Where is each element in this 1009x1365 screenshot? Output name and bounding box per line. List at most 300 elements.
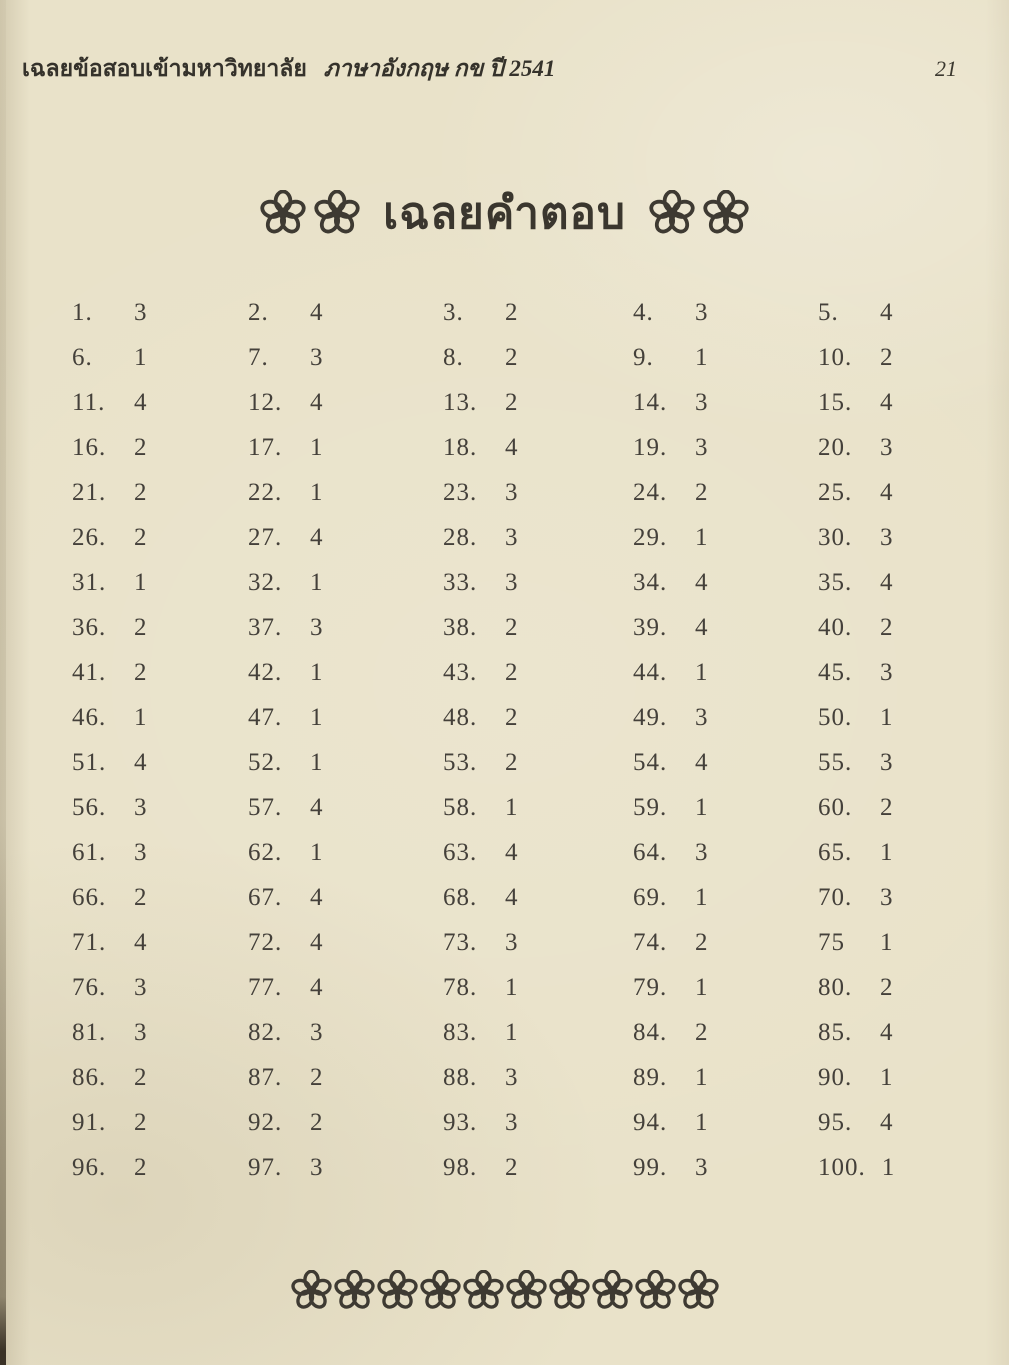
answer-value: 1 xyxy=(310,568,323,596)
answer-value: 4 xyxy=(880,388,893,416)
answer-cell xyxy=(633,965,818,1010)
question-number: 82. xyxy=(248,1018,283,1046)
answer-cell xyxy=(633,920,818,965)
answer-value: 1 xyxy=(695,343,708,371)
answer-cell xyxy=(443,740,633,785)
answer-value: 2 xyxy=(310,1063,323,1091)
answer-value: 3 xyxy=(505,478,518,506)
answer-value: 1 xyxy=(695,523,708,551)
title-flowers-right xyxy=(649,190,749,236)
answer-cell xyxy=(248,380,443,425)
question-number: 88. xyxy=(443,1063,478,1091)
answer-cell xyxy=(72,335,248,380)
question-number: 23. xyxy=(443,478,478,506)
answer-cell xyxy=(72,740,248,785)
answer-value: 2 xyxy=(134,613,147,641)
answer-value: 3 xyxy=(134,973,147,1001)
question-number: 77. xyxy=(248,973,283,1001)
question-number: 99. xyxy=(633,1153,668,1181)
answer-cell xyxy=(818,1100,1009,1145)
answer-value: 2 xyxy=(695,1018,708,1046)
answer-value: 1 xyxy=(310,838,323,866)
answer-cell xyxy=(818,1010,1009,1055)
question-number: 65. xyxy=(818,838,853,866)
answer-cell xyxy=(72,695,248,740)
answer-value: 1 xyxy=(695,973,708,1001)
answer-cell xyxy=(818,560,1009,605)
answer-value: 4 xyxy=(695,568,708,596)
answer-cell xyxy=(248,1100,443,1145)
flower-icon xyxy=(703,190,749,236)
question-number: 84. xyxy=(633,1018,668,1046)
question-number: 9. xyxy=(633,343,654,371)
flower-icon xyxy=(678,1270,719,1311)
answer-cell xyxy=(443,515,633,560)
answer-value: 3 xyxy=(310,343,323,371)
question-number: 90. xyxy=(818,1063,853,1091)
answer-value: 1 xyxy=(695,1063,708,1091)
question-number: 83. xyxy=(443,1018,478,1046)
answer-value: 1 xyxy=(310,748,323,776)
answer-cell xyxy=(248,335,443,380)
title-flowers-left xyxy=(260,190,360,236)
answer-value: 3 xyxy=(505,568,518,596)
answer-cell xyxy=(443,785,633,830)
question-number: 64. xyxy=(633,838,668,866)
answer-cell xyxy=(443,830,633,875)
answer-cell xyxy=(818,740,1009,785)
answer-cell xyxy=(248,425,443,470)
answer-cell xyxy=(72,1055,248,1100)
header-title xyxy=(22,54,555,84)
flower-icon xyxy=(291,1270,332,1311)
question-number: 60. xyxy=(818,793,853,821)
answer-cell xyxy=(633,875,818,920)
answer-value: 4 xyxy=(505,433,518,461)
answer-cell xyxy=(248,290,443,335)
answer-cell xyxy=(818,965,1009,1010)
question-number: 67. xyxy=(248,883,283,911)
question-number: 55. xyxy=(818,748,853,776)
answer-cell xyxy=(72,785,248,830)
answer-value: 2 xyxy=(505,1153,518,1181)
answer-value: 4 xyxy=(880,478,893,506)
question-number: 10. xyxy=(818,343,853,371)
page-number: 21 xyxy=(935,56,957,81)
answer-cell xyxy=(633,740,818,785)
question-number: 95. xyxy=(818,1108,853,1136)
answer-value: 4 xyxy=(134,748,147,776)
answer-value: 1 xyxy=(134,703,147,731)
answer-value: 3 xyxy=(310,613,323,641)
answer-cell xyxy=(443,290,633,335)
answer-cell xyxy=(633,1145,818,1190)
answer-cell xyxy=(633,425,818,470)
answer-value: 1 xyxy=(695,658,708,686)
question-number: 4. xyxy=(633,298,654,326)
answer-value: 1 xyxy=(310,658,323,686)
flower-icon xyxy=(420,1270,461,1311)
flower-icon xyxy=(506,1270,547,1311)
answer-cell xyxy=(248,830,443,875)
header-title-bold: เฉลยข้อสอบเข้ามหาวิทยาลัย xyxy=(22,55,307,81)
flower-icon xyxy=(377,1270,418,1311)
question-number: 62. xyxy=(248,838,283,866)
question-number: 80. xyxy=(818,973,853,1001)
question-number: 63. xyxy=(443,838,478,866)
answer-value: 2 xyxy=(880,793,893,821)
answer-cell xyxy=(443,380,633,425)
answer-cell xyxy=(633,290,818,335)
answer-value: 1 xyxy=(134,568,147,596)
question-number: 56. xyxy=(72,793,107,821)
question-number: 32. xyxy=(248,568,283,596)
question-number: 2. xyxy=(248,298,269,326)
question-number: 43. xyxy=(443,658,478,686)
answer-value: 1 xyxy=(695,883,708,911)
answer-cell xyxy=(248,560,443,605)
answer-value: 3 xyxy=(505,1108,518,1136)
answer-value: 2 xyxy=(695,478,708,506)
question-number: 19. xyxy=(633,433,668,461)
flower-icon xyxy=(635,1270,676,1311)
question-number: 53. xyxy=(443,748,478,776)
question-number: 40. xyxy=(818,613,853,641)
question-number: 28. xyxy=(443,523,478,551)
answer-cell xyxy=(248,1145,443,1190)
question-number: 45. xyxy=(818,658,853,686)
question-number: 58. xyxy=(443,793,478,821)
answer-value: 2 xyxy=(310,1108,323,1136)
answer-cell xyxy=(248,740,443,785)
answer-cell xyxy=(443,1055,633,1100)
question-number: 35. xyxy=(818,568,853,596)
answer-cell xyxy=(248,920,443,965)
question-number: 11. xyxy=(72,388,106,416)
question-number: 75 xyxy=(818,928,845,956)
answer-cell xyxy=(443,1145,633,1190)
footer-ornament-row xyxy=(0,1270,1009,1311)
answer-title-row xyxy=(0,178,1009,248)
answer-value: 2 xyxy=(134,523,147,551)
answer-cell xyxy=(633,830,818,875)
answer-cell xyxy=(633,695,818,740)
question-number: 18. xyxy=(443,433,478,461)
answer-value: 2 xyxy=(505,388,518,416)
question-number: 73. xyxy=(443,928,478,956)
answer-cell xyxy=(72,920,248,965)
answer-value: 3 xyxy=(880,433,893,461)
answer-cell xyxy=(818,830,1009,875)
answer-value: 3 xyxy=(695,1153,708,1181)
answer-cell xyxy=(248,965,443,1010)
question-number: 30. xyxy=(818,523,853,551)
answer-cell xyxy=(818,470,1009,515)
question-number: 91. xyxy=(72,1108,107,1136)
answer-cell xyxy=(633,335,818,380)
answer-value: 2 xyxy=(505,748,518,776)
answer-cell xyxy=(443,965,633,1010)
question-number: 13. xyxy=(443,388,478,416)
question-number: 6. xyxy=(72,343,93,371)
answer-value: 2 xyxy=(880,613,893,641)
question-number: 38. xyxy=(443,613,478,641)
answer-value: 3 xyxy=(134,838,147,866)
page-header xyxy=(22,54,983,84)
answer-cell xyxy=(72,290,248,335)
answer-cell xyxy=(72,515,248,560)
question-number: 33. xyxy=(443,568,478,596)
answer-value: 4 xyxy=(134,928,147,956)
question-number: 7. xyxy=(248,343,269,371)
answer-value: 2 xyxy=(505,298,518,326)
question-number: 17. xyxy=(248,433,283,461)
question-number: 47. xyxy=(248,703,283,731)
answer-value: 2 xyxy=(505,613,518,641)
question-number: 12. xyxy=(248,388,283,416)
question-number: 69. xyxy=(633,883,668,911)
answer-value: 3 xyxy=(505,928,518,956)
answer-value: 4 xyxy=(310,298,323,326)
answer-value: 4 xyxy=(310,523,323,551)
answer-value: 2 xyxy=(134,478,147,506)
answer-cell xyxy=(72,965,248,1010)
question-number: 22. xyxy=(248,478,283,506)
question-number: 50. xyxy=(818,703,853,731)
question-number: 72. xyxy=(248,928,283,956)
answer-value: 4 xyxy=(880,1018,893,1046)
answer-cell xyxy=(72,380,248,425)
question-number: 26. xyxy=(72,523,107,551)
answer-value: 4 xyxy=(880,568,893,596)
flower-icon xyxy=(649,190,695,236)
answer-value: 1 xyxy=(505,973,518,1001)
answer-cell xyxy=(443,470,633,515)
answer-value: 1 xyxy=(880,703,893,731)
answer-cell xyxy=(72,1145,248,1190)
answer-value: 3 xyxy=(880,658,893,686)
answer-value: 3 xyxy=(695,298,708,326)
question-number: 66. xyxy=(72,883,107,911)
question-number: 59. xyxy=(633,793,668,821)
answer-cell xyxy=(72,560,248,605)
question-number: 100. xyxy=(818,1153,866,1181)
question-number: 44. xyxy=(633,658,668,686)
answer-value: 3 xyxy=(880,748,893,776)
question-number: 89. xyxy=(633,1063,668,1091)
answer-value: 3 xyxy=(310,1018,323,1046)
flower-icon xyxy=(463,1270,504,1311)
answer-cell xyxy=(443,425,633,470)
question-number: 71. xyxy=(72,928,107,956)
answer-value: 2 xyxy=(880,973,893,1001)
answer-value: 1 xyxy=(880,838,893,866)
answer-cell xyxy=(633,380,818,425)
question-number: 76. xyxy=(72,973,107,1001)
question-number: 41. xyxy=(72,658,107,686)
answer-cell xyxy=(633,515,818,560)
answer-value: 2 xyxy=(134,1108,147,1136)
answer-value: 4 xyxy=(880,1108,893,1136)
answer-value: 3 xyxy=(134,793,147,821)
answer-value: 2 xyxy=(695,928,708,956)
answer-cell xyxy=(443,1100,633,1145)
question-number: 74. xyxy=(633,928,668,956)
answer-cell xyxy=(248,515,443,560)
answer-cell xyxy=(72,1010,248,1055)
question-number: 81. xyxy=(72,1018,107,1046)
answer-value: 4 xyxy=(310,928,323,956)
question-number: 15. xyxy=(818,388,853,416)
question-number: 49. xyxy=(633,703,668,731)
question-number: 46. xyxy=(72,703,107,731)
answer-value: 1 xyxy=(310,433,323,461)
answer-cell xyxy=(818,425,1009,470)
question-number: 48. xyxy=(443,703,478,731)
question-number: 97. xyxy=(248,1153,283,1181)
answer-cell xyxy=(818,605,1009,650)
answer-cell xyxy=(633,470,818,515)
answer-value: 3 xyxy=(505,523,518,551)
question-number: 68. xyxy=(443,883,478,911)
answer-value: 3 xyxy=(695,703,708,731)
answer-value: 1 xyxy=(310,478,323,506)
flower-icon xyxy=(260,190,306,236)
answer-value: 2 xyxy=(505,343,518,371)
question-number: 20. xyxy=(818,433,853,461)
flower-icon xyxy=(592,1270,633,1311)
answer-cell xyxy=(248,605,443,650)
answer-cell xyxy=(72,830,248,875)
answer-value: 1 xyxy=(881,1153,895,1181)
answer-cell xyxy=(248,1010,443,1055)
answer-value: 1 xyxy=(880,1063,893,1091)
answer-value: 2 xyxy=(134,883,147,911)
answer-value: 4 xyxy=(310,973,323,1001)
question-number: 92. xyxy=(248,1108,283,1136)
answer-value: 4 xyxy=(880,298,893,326)
question-number: 96. xyxy=(72,1153,107,1181)
question-number: 8. xyxy=(443,343,464,371)
question-number: 87. xyxy=(248,1063,283,1091)
answer-cell xyxy=(633,1055,818,1100)
question-number: 25. xyxy=(818,478,853,506)
question-number: 21. xyxy=(72,478,107,506)
answer-value: 1 xyxy=(134,343,147,371)
answer-cell xyxy=(818,380,1009,425)
answer-cell xyxy=(443,650,633,695)
question-number: 51. xyxy=(72,748,107,776)
question-number: 36. xyxy=(72,613,107,641)
flower-icon xyxy=(314,190,360,236)
answer-cell xyxy=(818,875,1009,920)
question-number: 61. xyxy=(72,838,107,866)
answer-value: 1 xyxy=(505,793,518,821)
answer-cell xyxy=(248,470,443,515)
answer-value: 3 xyxy=(880,523,893,551)
answer-cell xyxy=(443,875,633,920)
question-number: 93. xyxy=(443,1108,478,1136)
answer-value: 2 xyxy=(134,1153,147,1181)
answer-value: 1 xyxy=(880,928,893,956)
answer-cell xyxy=(72,1100,248,1145)
answer-cell xyxy=(72,425,248,470)
answer-cell xyxy=(633,650,818,695)
answer-cell xyxy=(72,470,248,515)
answer-value: 2 xyxy=(880,343,893,371)
answer-value: 3 xyxy=(134,298,147,326)
answer-value: 1 xyxy=(695,1108,708,1136)
question-number: 5. xyxy=(818,298,839,326)
question-number: 52. xyxy=(248,748,283,776)
answer-cell xyxy=(633,605,818,650)
answer-value: 3 xyxy=(695,838,708,866)
flower-icon xyxy=(334,1270,375,1311)
answer-value: 2 xyxy=(134,658,147,686)
answer-value: 1 xyxy=(695,793,708,821)
answer-value: 4 xyxy=(695,748,708,776)
answer-cell xyxy=(818,290,1009,335)
answer-cell xyxy=(633,1100,818,1145)
answer-cell xyxy=(248,785,443,830)
answer-cell xyxy=(443,695,633,740)
answer-cell xyxy=(633,560,818,605)
question-number: 79. xyxy=(633,973,668,1001)
question-number: 27. xyxy=(248,523,283,551)
answer-cell xyxy=(818,785,1009,830)
answer-value: 4 xyxy=(310,883,323,911)
answer-cell xyxy=(443,605,633,650)
answer-cell xyxy=(72,650,248,695)
answer-value: 4 xyxy=(134,388,147,416)
answer-cell xyxy=(443,1010,633,1055)
question-number: 57. xyxy=(248,793,283,821)
answer-value: 3 xyxy=(695,433,708,461)
answer-cell xyxy=(443,920,633,965)
question-number: 94. xyxy=(633,1108,668,1136)
question-number: 54. xyxy=(633,748,668,776)
answer-value: 4 xyxy=(310,388,323,416)
answer-value: 4 xyxy=(310,793,323,821)
answer-cell xyxy=(818,1145,1009,1190)
answer-value: 4 xyxy=(695,613,708,641)
question-number: 31. xyxy=(72,568,107,596)
answer-value: 2 xyxy=(505,658,518,686)
answer-value: 3 xyxy=(310,1153,323,1181)
answer-value: 3 xyxy=(505,1063,518,1091)
answer-cell xyxy=(72,605,248,650)
answer-cell xyxy=(248,695,443,740)
answer-grid xyxy=(0,290,1009,1190)
answer-cell xyxy=(633,1010,818,1055)
question-number: 42. xyxy=(248,658,283,686)
question-number: 37. xyxy=(248,613,283,641)
answer-value: 3 xyxy=(134,1018,147,1046)
answer-value: 2 xyxy=(505,703,518,731)
answer-cell xyxy=(818,1055,1009,1100)
answer-value: 1 xyxy=(505,1018,518,1046)
question-number: 39. xyxy=(633,613,668,641)
answer-cell xyxy=(818,695,1009,740)
question-number: 85. xyxy=(818,1018,853,1046)
answer-cell xyxy=(248,875,443,920)
answer-cell xyxy=(633,785,818,830)
answer-cell xyxy=(443,560,633,605)
answer-cell xyxy=(248,650,443,695)
answer-cell xyxy=(818,920,1009,965)
answer-value: 3 xyxy=(695,388,708,416)
answer-cell xyxy=(443,335,633,380)
